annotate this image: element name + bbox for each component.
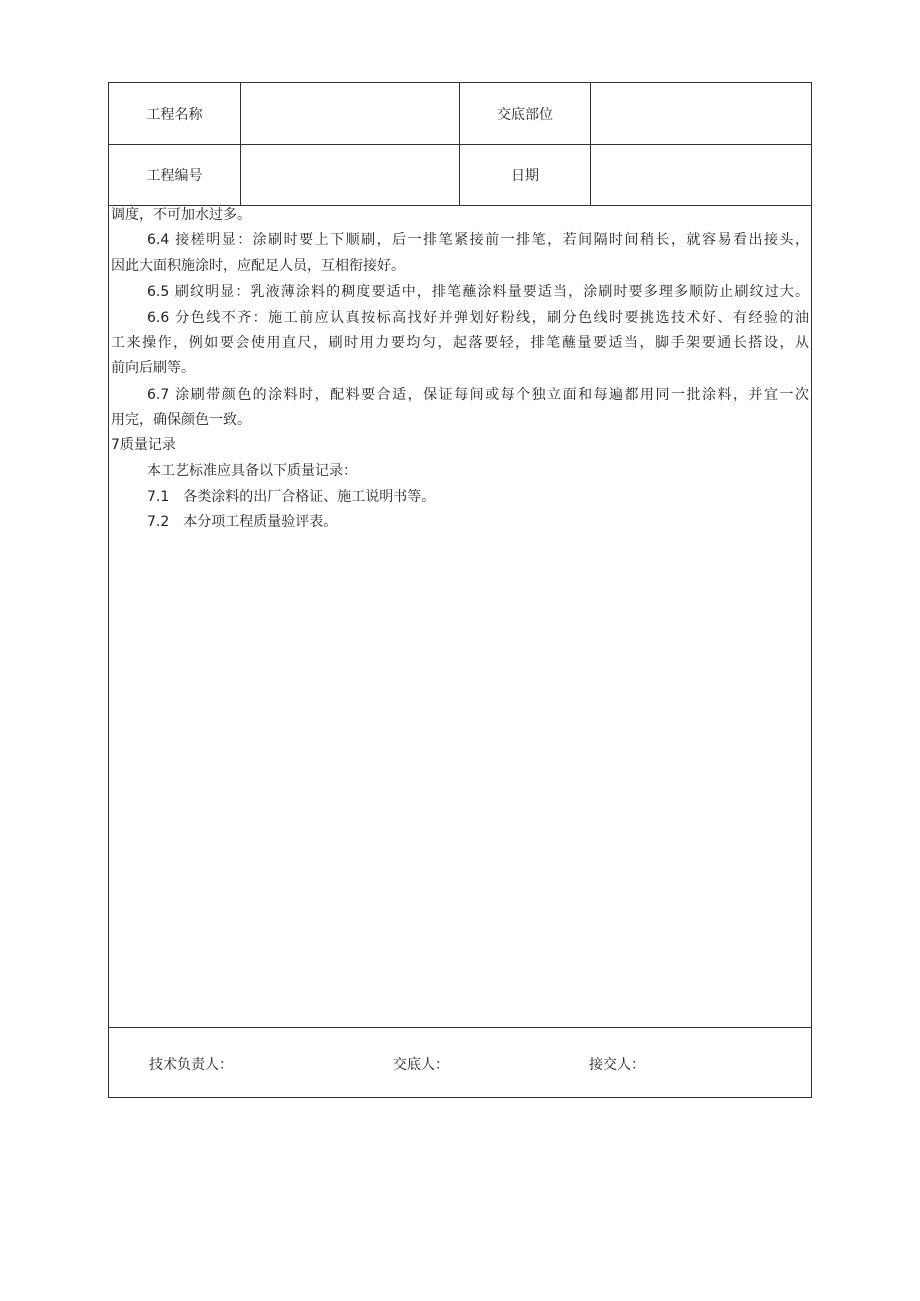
text-line: 6.5 刷纹明显：乳液薄涂料的稠度要适中，排笔蘸涂料量要适当，涂刷时要多理多顺防止刷纹过大。 [147, 284, 809, 300]
text-line: 工来操作，例如要会使用直尺，刷时用力要均匀，起落要轻，排笔蘸量要适当，脚手架要通长搭设，从 [111, 335, 809, 351]
text-line: 调度，不可加水过多。 [111, 207, 251, 223]
disclosure-form [108, 82, 812, 1098]
form-header [109, 83, 811, 205]
project-number-label: 工程编号 [109, 144, 241, 205]
text-line: 用完，确保颜色一致。 [111, 412, 251, 428]
handover-part-value[interactable] [591, 83, 811, 144]
text-line: 本工艺标准应具备以下质量记录： [147, 463, 357, 479]
header-row-1 [109, 83, 811, 145]
receiver-label: 接交人： [589, 1057, 645, 1073]
form-body [109, 205, 811, 1027]
date-label: 日期 [460, 144, 591, 205]
project-name-label: 工程名称 [109, 83, 241, 144]
text-line: 前向后刷等。 [111, 360, 195, 376]
text-line: 6.4 接槎明显：涂刷时要上下顺刷，后一排笔紧接前一排笔，若间隔时间稍长，就容易看出接头， [147, 232, 809, 248]
signature-row [109, 1027, 811, 1098]
list-item: 7.2 本分项工程质量验评表。 [147, 514, 338, 530]
text-line: 因此大面积施涂时，应配足人员，互相衔接好。 [111, 258, 405, 274]
text-line: 6.6 分色线不齐：施工前应认真按标高找好并弹划好粉线，刷分色线时要挑选技术好、有经验的油 [147, 310, 809, 326]
header-row-2 [109, 144, 811, 206]
date-value[interactable] [591, 144, 811, 205]
tech-lead-label: 技术负责人： [149, 1057, 233, 1073]
project-number-value[interactable] [241, 144, 460, 205]
handover-part-label: 交底部位 [460, 83, 591, 144]
list-item: 7.1 各类涂料的出厂合格证、施工说明书等。 [147, 489, 436, 505]
text-line: 6.7 涂刷带颜色的涂料时，配料要合适，保证每间或每个独立面和每遍都用同一批涂料，并宜一次 [147, 387, 809, 403]
section-7-title: 7质量记录 [111, 437, 176, 453]
discloser-label: 交底人： [393, 1057, 449, 1073]
project-name-value[interactable] [241, 83, 460, 144]
